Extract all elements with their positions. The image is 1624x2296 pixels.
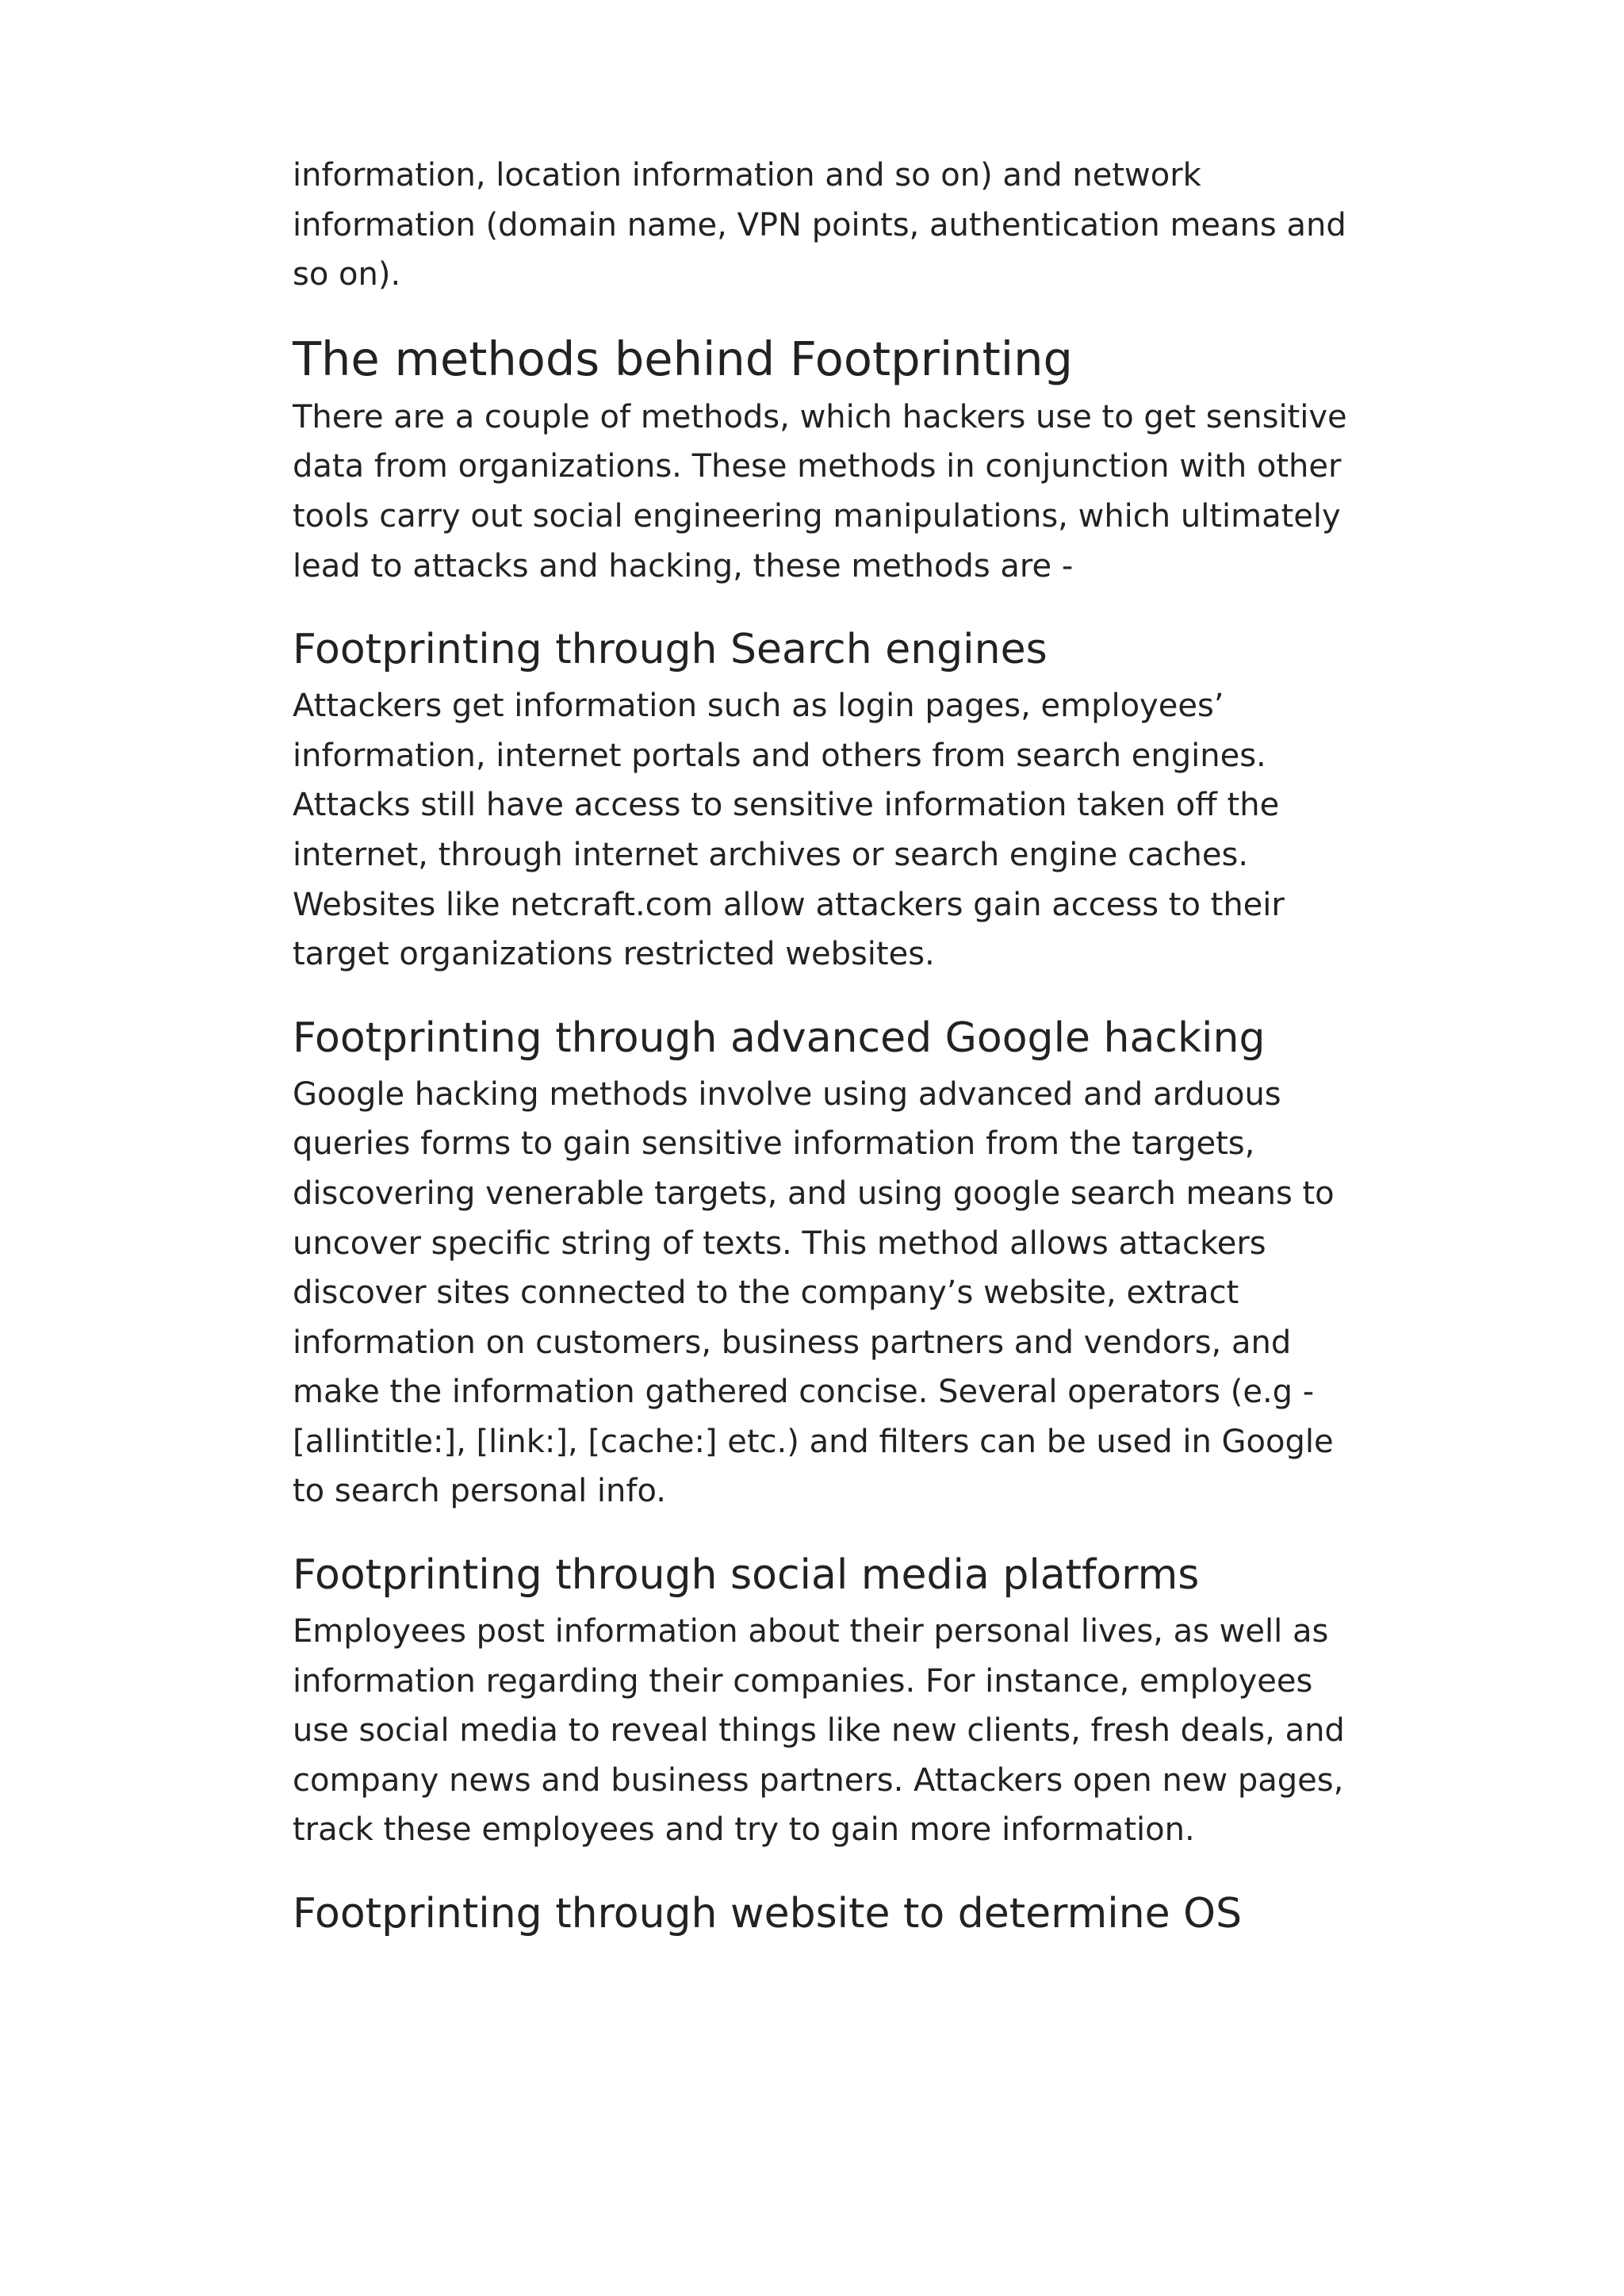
intro-paragraph: information, location information and so on) and network information (domain name, VPN points, authentication means and so on). (293, 157, 1346, 293)
subsection-heading-social-media: Footprinting through social media platforms (293, 1551, 1200, 1600)
subsection-body-search-engines: Attackers get information such as login pages, employees’ information, internet portals and others from search engines. Attacks still have access to sensitive information taken off the internet, through internet archives or search engine caches. Websites like netcraft.com allow attackers gain access to their target organizations restricted websites. (293, 688, 1285, 973)
subsection-body-google-hacking: Google hacking methods involve using advanced and arduous queries forms to gain sensitive information from the targets, discovering venerable targets, and using google search means to uncover specific string of texts. This method allows attackers discover sites connected to the company’s website, extract information on customers, business partners and vendors, and make the information gathered concise. Several operators (e.g - [allintitle:], [link:], [cache:] etc.) and filters can be used in Google to search personal info. (293, 1075, 1335, 1510)
subsection-heading-search-engines: Footprinting through Search engines (293, 626, 1048, 674)
section-intro-paragraph: There are a couple of methods, which hackers use to get sensitive data from organizations. These methods in conjunction with other tools carry out social engineering manipulations, which ultimately lead to attacks and hacking, these methods are - (293, 398, 1347, 585)
subsection-heading-website-os: Footprinting through website to determine OS (293, 1890, 1243, 1938)
subsection-body-social-media: Employees post information about their personal lives, as well as information regarding their companies. For instance, employees use social media to reveal things like new clients, fresh deals, and company news and business partners. Attackers open new pages, track these employees and try to gain more information. (293, 1613, 1345, 1849)
document-page (293, 151, 1347, 1945)
subsection-heading-google-hacking: Footprinting through advanced Google hacking (293, 1014, 1266, 1062)
section-heading: The methods behind Footprinting (293, 331, 1073, 386)
